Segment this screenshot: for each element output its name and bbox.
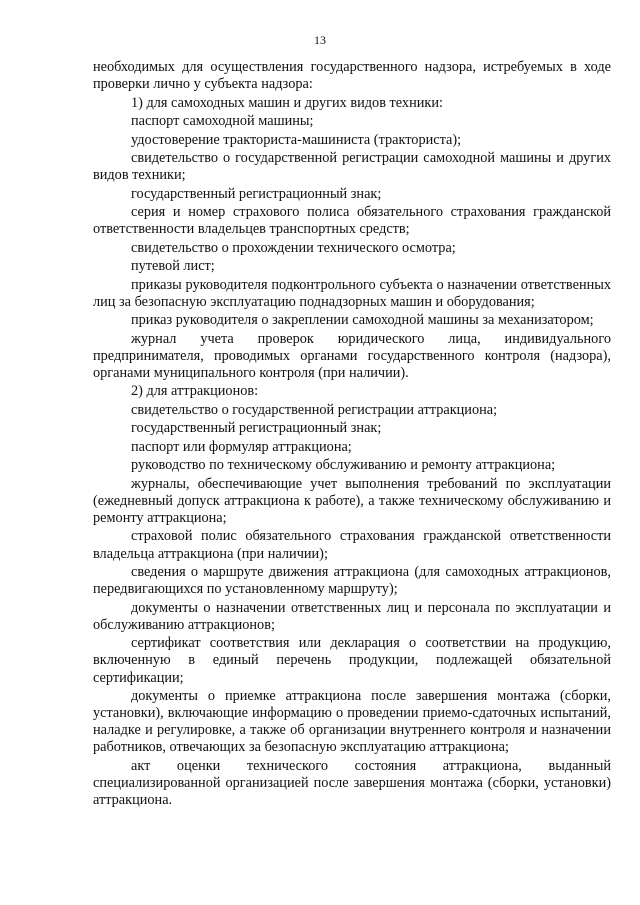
list-heading-attractions: 2) для аттракционов: [131,383,259,400]
list-item: акт оценки технического состояния аттракциона, выданный специализированной организацией после завершения монтажа (сборки, установки) аттракциона. [93,757,611,809]
list-heading-self-propelled: 1) для самоходных машин и других видов техники: [131,94,443,111]
paragraph: необходимых для осуществления государственного надзора, истребуемых в ходе проверки лично у субъекта надзора: [93,59,611,93]
list-item: удостоверение тракториста-машиниста (тракториста); [131,131,462,148]
list-item: журнал учета проверок юридического лица, индивидуального предпринимателя, проводимых органами государственного контроля (надзора), органами муниципального контроля (при наличии). [93,330,611,381]
list-item: паспорт или формуляр аттракциона; [131,438,352,455]
list-item: журналы, обеспечивающие учет выполнения требований по эксплуатации (ежедневный допуск аттракциона к работе), а также техническому обслуживанию и ремонту аттракциона; [93,475,611,526]
list-item: сертификат соответствия или декларация о соответствии на продукцию, включенную в единый перечень продукции, подлежащей обязательной сертификации; [93,635,611,686]
list-item: паспорт самоходной машины; [131,113,314,130]
list-item: документы о приемке аттракциона после завершения монтажа (сборки, установки), включающие информацию о проведении приемо-сдаточных испытаний, наладке и регулировке, а также об организации внутреннего контроля и назначении работников, отвечающих за безопасную эксплуатацию аттракциона; [93,688,611,756]
list-item: приказы руководителя подконтрольного субъекта о назначении ответственных лиц за безопасную эксплуатацию поднадзорных машин и оборудования; [93,276,611,310]
list-item: серия и номер страхового полиса обязательного страхования гражданской ответственности владельцев транспортных средств; [93,204,611,238]
list-item: свидетельство о прохождении технического осмотра; [131,239,456,256]
list-item: государственный регистрационный знак; [131,420,382,437]
list-item: путевой лист; [131,258,215,275]
list-item: приказ руководителя о закреплении самоходной машины за механизатором; [131,312,594,329]
page-number: 13 [314,33,326,47]
list-item: государственный регистрационный знак; [131,185,382,202]
list-item: сведения о маршруте движения аттракциона (для самоходных аттракционов, передвигающихся по установленному маршруту); [93,564,611,598]
document-body [93,59,611,811]
list-item: документы о назначении ответственных лиц и персонала по эксплуатации и обслуживанию аттракционов; [93,599,611,633]
list-item: свидетельство о государственной регистрации самоходной машины и других видов техники; [93,149,611,184]
list-item: руководство по техническому обслуживанию и ремонту аттракциона; [131,457,556,474]
list-item: страховой полис обязательного страхования гражданской ответственности владельца аттракциона (при наличии); [93,528,611,562]
list-item: свидетельство о государственной регистрации аттракциона; [131,401,498,418]
